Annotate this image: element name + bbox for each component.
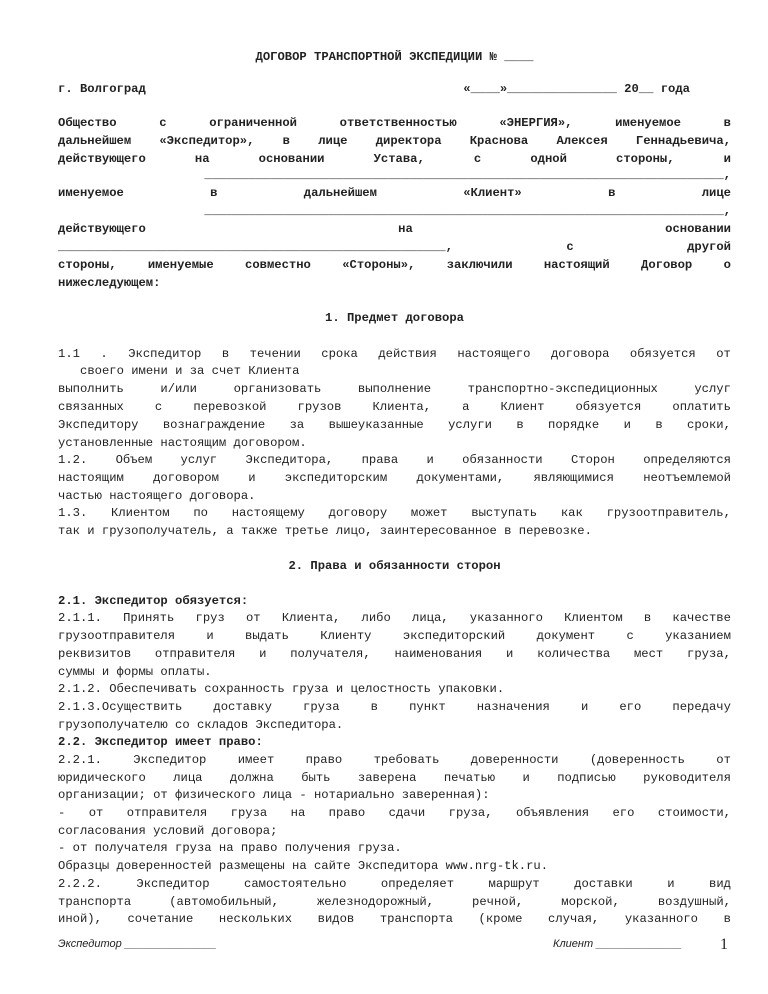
preamble-line: Общество с ограниченной ответственностью «ЭНЕРГИЯ», именуемое в [58,116,731,130]
subsection-heading: 2.2. Экспедитор имеет право: [58,735,263,749]
section-1-title: 1. Предмет договора [325,311,464,325]
paragraph-line: 2.1.3.Осуществить доставку груза в пункт назначения и его передачу [58,700,731,714]
preamble-line: действующего на основании Устава, с одной стороны, и [58,152,731,166]
paragraph-line: 1.1 . Экспедитор в течении срока действия настоящего договора обязуется от [58,347,731,361]
city: г. Волгоград [58,82,146,96]
paragraph-line: Образцы доверенностей размещены на сайте Экспедитора www.nrg-tk.ru. [58,859,549,873]
paragraph-line: 2.2.1. Экспедитор имеет право требовать доверенности (доверенность от [58,753,731,767]
page-number: 1 [720,936,728,953]
paragraph-line: грузополучателю со складов Экспедитора. [58,718,344,732]
paragraph-line: суммы и формы оплаты. [58,665,212,679]
paragraph-line: транспорта (автомобильный, железнодорожный, речной, морской, воздушный, [58,895,731,909]
preamble-line: действующего на основании [58,222,731,236]
paragraph-line: реквизитов отправителя и получателя, наименования и количества мест груза, [58,647,731,661]
preamble-line: стороны, именуемые совместно «Стороны», заключили настоящий Договор о [58,258,731,272]
footer-client-signature: Клиент ______________ [553,938,682,950]
blank-line: _______________________________________________________________________, [204,168,731,182]
blank-line: _______________________________________________________________________, [204,204,731,218]
paragraph-line: грузоотправителя и выдать Клиенту экспедиторский документ с указанием [58,629,731,643]
paragraph-line: организации; от физического лица - нотариально заверенная): [58,788,490,802]
paragraph-line: 2.1.1. Принять груз от Клиента, либо лица, указанного Клиентом в качестве [58,611,731,625]
paragraph-line: юридического лица должна быть заверена печатью и подписью руководителя [58,771,731,785]
paragraph-line: - от отправителя груза на право сдачи груза, объявления его стоимости, [58,806,731,820]
preamble-line: _____________________________________________________, с другой [58,240,731,254]
paragraph-line: своего имени и за счет Клиента [80,364,300,378]
contract-title: ДОГОВОР ТРАНСПОРТНОЙ ЭКСПЕДИЦИИ № ____ [255,50,534,64]
paragraph-line: иной), сочетание нескольких видов транспорта (кроме случая, указанного в [58,912,731,926]
paragraph-line: согласования условий договора; [58,824,278,838]
preamble-line: именуемое в дальнейшем «Клиент» в лице [58,186,731,200]
paragraph-line: - от получателя груза на право получения груза. [58,841,402,855]
paragraph-line: выполнить и/или организовать выполнение транспортно-экспедиционных услуг [58,382,731,396]
contract-date: «____»_______________ 20__ года [463,82,690,96]
paragraph-line: настоящим договором и экспедиторским документами, являющимися неотъемлемой [58,471,731,485]
preamble-line: дальнейшем «Экспедитор», в лице директора Краснова Алексея Геннадьевича, [58,134,731,148]
section-2-title: 2. Права и обязанности сторон [288,559,501,573]
subsection-heading: 2.1. Экспедитор обязуется: [58,594,249,608]
paragraph-line: Экспедитору вознаграждение за вышеуказанные услуги в порядке и в сроки, [58,418,731,432]
paragraph-line: 1.3. Клиентом по настоящему договору может выступать как грузоотправитель, [58,506,731,520]
paragraph-line: установленные настоящим договором. [58,436,307,450]
paragraph-line: 2.2.2. Экспедитор самостоятельно определяет маршрут доставки и вид [58,877,731,891]
paragraph-line: частью настоящего договора. [58,489,256,503]
footer-forwarder-signature: Экспедитор _______________ [58,938,217,950]
paragraph-line: связанных с перевозкой грузов Клиента, а Клиент обязуется оплатить [58,400,731,414]
paragraph-line: 2.1.2. Обеспечивать сохранность груза и целостность упаковки. [58,682,505,696]
preamble-line: нижеследующем: [58,276,161,290]
paragraph-line: так и грузополучатель, а также третье лицо, заинтересованное в перевозке. [58,524,592,538]
paragraph-line: 1.2. Объем услуг Экспедитора, права и обязанности Сторон определяются [58,453,731,467]
